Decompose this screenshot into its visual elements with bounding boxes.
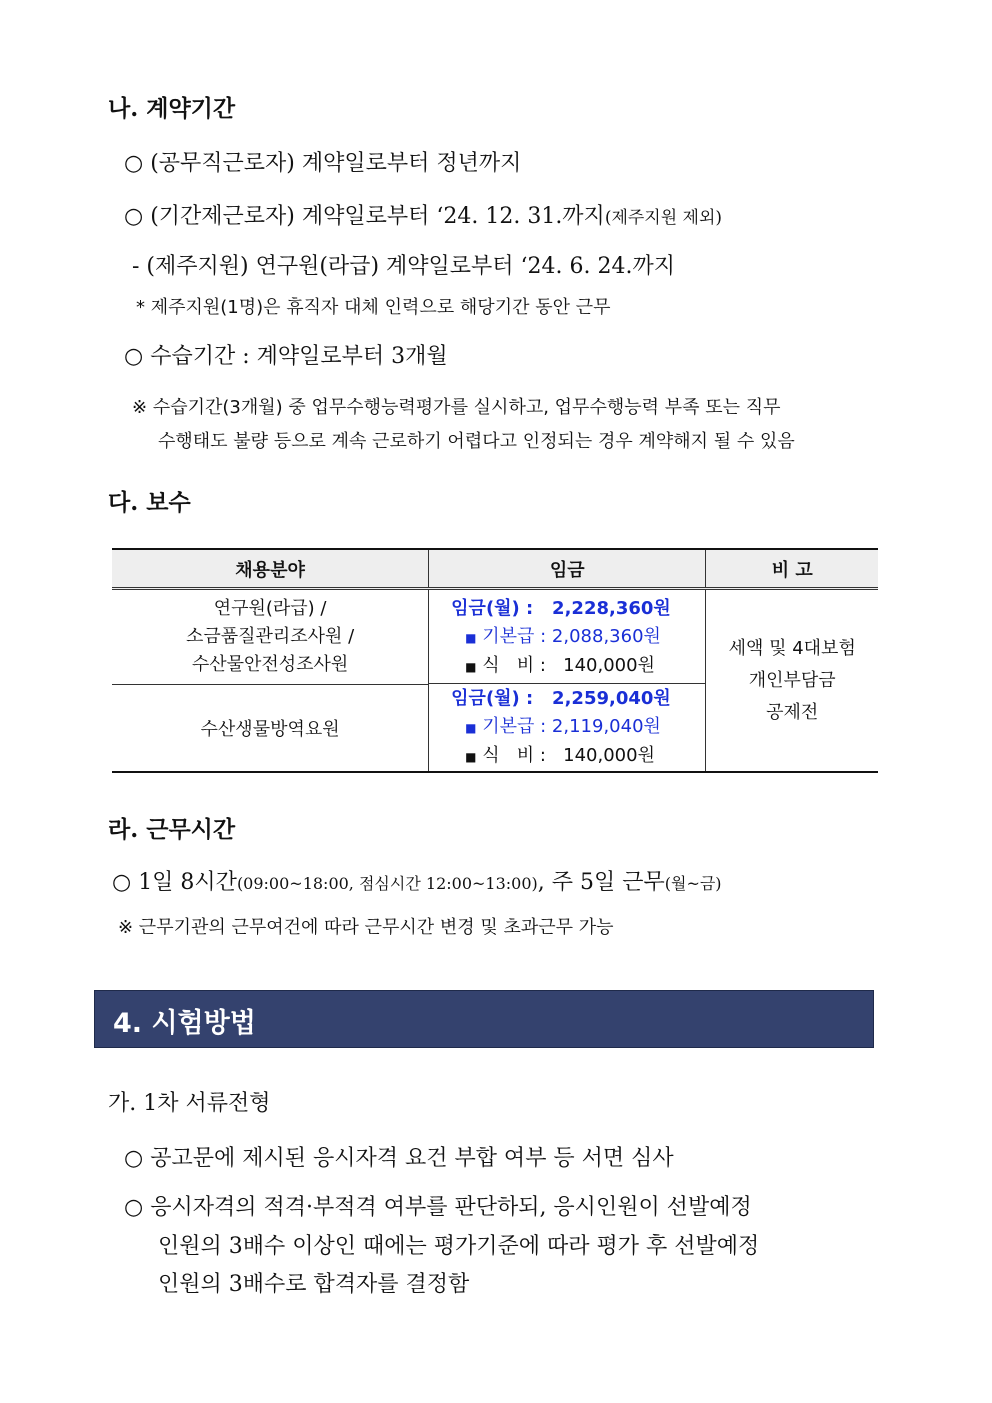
section-banner-exam-method <box>94 990 874 1048</box>
contract-item-permanent: ○ (공무직근로자) 계약일로부터 정년까지 <box>124 151 522 176</box>
working-hours-days: , 주 5일 근무 <box>537 870 665 895</box>
field-line: 소금품질관리조사원 / <box>185 626 355 647</box>
table-row-field-1 <box>112 590 428 685</box>
screening-item-1: ○ 공고문에 제시된 응시자격 요건 부합 여부 등 서면 심사 <box>124 1146 674 1171</box>
square-bullet-icon: ■ <box>465 660 477 674</box>
section-title-contract-period: 나. 계약기간 <box>108 95 236 122</box>
wage-meal: 식 비 : 140,000원 <box>482 655 655 676</box>
salary-table <box>112 548 878 773</box>
wage-total: 임금(월) : 2,259,040원 <box>451 688 671 709</box>
wage-base: 기본급 : 2,088,360원 <box>482 626 661 647</box>
field-line: 수산생물방역요원 <box>200 719 340 740</box>
working-hours-item <box>112 865 722 896</box>
working-hours-detail: (09:00~18:00, 점심시간 12:00~13:00) <box>236 874 538 893</box>
contract-item-fixed-term <box>124 199 722 230</box>
banner-title: 4. 시험방법 <box>113 1008 256 1039</box>
wage-total: 임금(월) : 2,228,360원 <box>451 598 671 619</box>
remark-line: 개인부담금 <box>748 669 836 691</box>
salary-table-header <box>112 550 878 590</box>
working-hours-main: ○ 1일 8시간 <box>112 870 237 895</box>
contract-item-fixed-term-text: ○ (기간제근로자) 계약일로부터 ‘24. 12. 31.까지 <box>124 204 605 229</box>
table-remark-cell <box>706 590 878 771</box>
contract-item-fixed-term-note: (제주지원 제외) <box>604 208 723 228</box>
screening-item-2-line3: 인원의 3배수로 합격자를 결정함 <box>158 1272 470 1297</box>
table-row-field-2 <box>112 685 428 771</box>
contract-item-jeju: - (제주지원) 연구원(라급) 계약일로부터 ‘24. 6. 24.까지 <box>132 254 675 279</box>
header-field: 채용분야 <box>112 550 429 587</box>
wage-meal: 식 비 : 140,000원 <box>482 745 655 766</box>
section-title-working-hours: 라. 근무시간 <box>108 816 236 843</box>
header-remark: 비 고 <box>771 559 813 581</box>
probation-note-line1: ※ 수습기간(3개월) 중 업무수행능력평가를 실시하고, 업무수행능력 부족 또는 직무 <box>132 397 781 418</box>
remark-line: 공제전 <box>766 701 819 723</box>
section-title-document-screening: 가. 1차 서류전형 <box>108 1091 271 1116</box>
section-title-salary: 다. 보수 <box>108 489 191 516</box>
wage-base: 기본급 : 2,119,040원 <box>482 716 661 737</box>
probation-item: ○ 수습기간 : 계약일로부터 3개월 <box>124 344 448 369</box>
field-line: 수산물안전성조사원 <box>191 654 349 675</box>
table-row-wage-2 <box>429 684 705 770</box>
probation-note-line2: 수행태도 불량 등으로 계속 근로하기 어렵다고 인정되는 경우 계약해지 될 수 있음 <box>158 431 795 452</box>
jeju-star-note: * 제주지원(1명)은 휴직자 대체 인력으로 해당기간 동안 근무 <box>136 297 611 318</box>
screening-item-2-line2: 인원의 3배수 이상인 때에는 평가기준에 따라 평가 후 선발예정 <box>158 1234 760 1259</box>
square-bullet-icon: ■ <box>465 721 477 735</box>
field-line: 연구원(라급) / <box>213 598 327 619</box>
screening-item-2-line1: ○ 응시자격의 적격·부적격 여부를 판단하되, 응시인원이 선발예정 <box>124 1195 752 1220</box>
header-wage: 임금 <box>429 550 706 587</box>
working-hours-days-detail: (월~금) <box>664 874 722 893</box>
remark-line: 세액 및 4대보험 <box>728 637 856 659</box>
working-hours-note: ※ 근무기관의 근무여건에 따라 근무시간 변경 및 초과근무 가능 <box>118 917 614 938</box>
square-bullet-icon: ■ <box>465 750 477 764</box>
table-row-wage-1 <box>429 590 705 684</box>
square-bullet-icon: ■ <box>465 631 477 645</box>
